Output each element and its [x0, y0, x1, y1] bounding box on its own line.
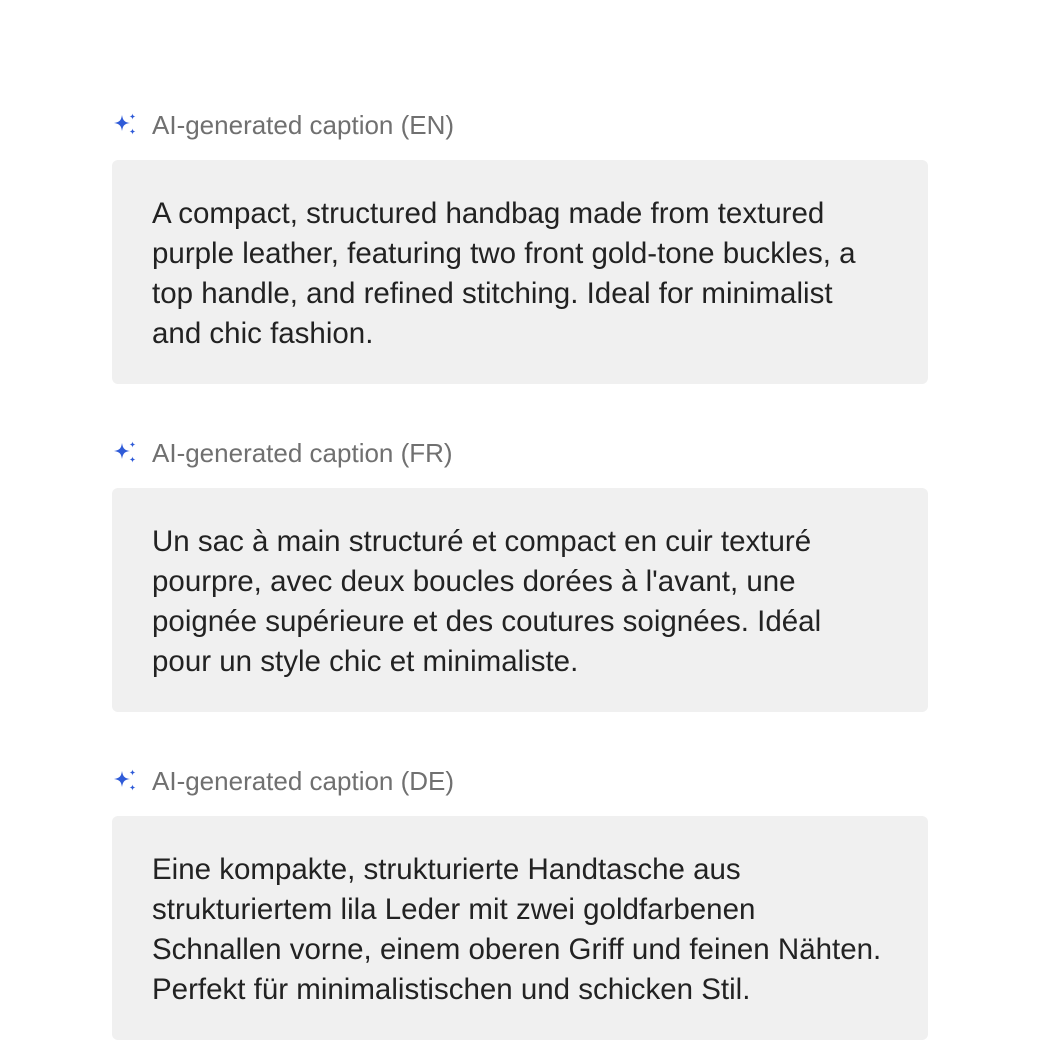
- caption-box: [112, 816, 928, 1040]
- caption-text: A compact, structured handbag made from textured purple leather, featuring two front gold-tone buckles, a top handle, and refined stitching. Ideal for minimalist and chic fashion.: [152, 197, 856, 350]
- caption-header: [112, 436, 928, 470]
- captions-list: [112, 108, 928, 1040]
- caption-box: [112, 160, 928, 384]
- sparkle-icon: [112, 768, 138, 794]
- caption-label: AI-generated caption (FR): [152, 437, 453, 468]
- caption-section-en: [112, 108, 928, 384]
- caption-label: AI-generated caption (DE): [152, 765, 455, 796]
- caption-section-de: [112, 764, 928, 1040]
- caption-text: Un sac à main structuré et compact en cuir texturé pourpre, avec deux boucles dorées à l'avant, une poignée supérieure et des coutures soignées. Idéal pour un style chic et minimaliste.: [152, 525, 822, 678]
- caption-header: [112, 764, 928, 798]
- caption-text: Eine kompakte, strukturierte Handtasche aus strukturiertem lila Leder mit zwei goldfarbenen Schnallen vorne, einem oberen Griff und feinen Nähten. Perfekt für minimalistischen und schicken Stil.: [152, 853, 882, 1006]
- caption-box: [112, 488, 928, 712]
- sparkle-icon: [112, 112, 138, 138]
- caption-section-fr: [112, 436, 928, 712]
- sparkle-icon: [112, 440, 138, 466]
- caption-header: [112, 108, 928, 142]
- caption-label: AI-generated caption (EN): [152, 109, 455, 140]
